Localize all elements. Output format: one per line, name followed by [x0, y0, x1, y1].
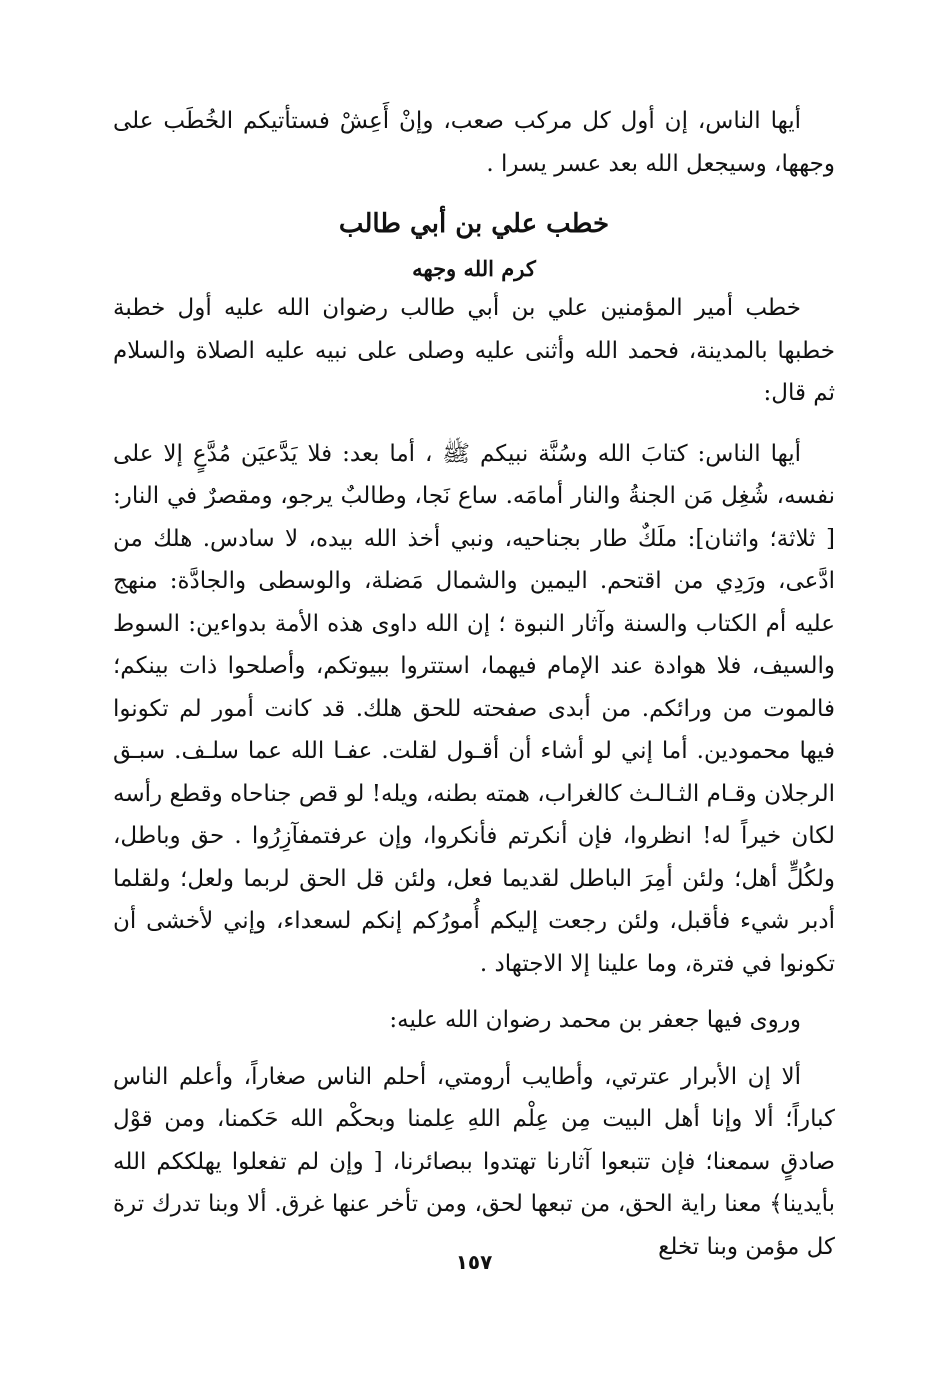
page-number: ١٥٧	[455, 1250, 493, 1274]
intro-paragraph: أيها الناس، إن أول كل مركب صعب، وإنْ أَعِشْ فستأتيكم الخُطَب على وجهها، وسيجعل الله بعد عسر يسرا .	[113, 108, 835, 177]
quote-paragraph: ألا إن الأبرار عترتي، وأطايب أرومتي، أحلم الناس صغاراً، وأعلم الناس كباراً؛ ألا وإنا أهل البيت مِن عِلْم اللهِ عِلمنا وبحكْم الله حَكمنا، ومن قوْل صادقٍ سمعنا؛ فإن تتبعوا آثارنا تهتدوا ببصائرنا، [ وإن لم تفعلوا يهلككم الله بأيدينا﴾ معنا راية الحق، من تبعها لحق، ومن تأخر عنها غرق. ألا وبنا تدرك ترة كل مؤمن وبنا تخلع	[113, 1063, 835, 1260]
description-paragraph: خطب أمير المؤمنين علي بن أبي طالب رضوان الله عليه أول خطبة خطبها بالمدينة، فحمد الله وأثنى عليه وصلى على نبيه عليه الصلاة والسلام ثم قال:	[113, 295, 835, 406]
page-content	[113, 100, 835, 1268]
narration-paragraph: وروى فيها جعفر بن محمد رضوان الله عليه:	[389, 1007, 801, 1033]
section-heading: خطب علي بن أبي طالب	[338, 209, 610, 239]
sermon-paragraph: أيها الناس: كتابَ الله وسُنَّة نبيكم ﷺ ، أما بعد: فلا يَدَّعيَن مُدَّعٍ إلا على نفسه، شُغِل مَن الجنةُ والنار أمامَه. ساع نَجا، وطالبٌ يرجو، ومقصرٌ في النار: [ ثلاثة؛ واثنان]: ملَكٌ طار بجناحيه، ونبي أخذ الله بيده، لا سادس. هلك من ادَّعى، ورَدِي من اقتحم. اليمين والشمال مَضلة، والوسطى والجادَّة: منهج عليه أم الكتاب والسنة وآثار النبوة ؛ إن الله داوى هذه الأمة بدواءين: السوط والسيف، فلا هوادة عند الإمام فيهما، استتروا ببيوتكم، وأصلحوا ذات بينكم؛ فالموت من ورائكم. من أبدى صفحته للحق هلك. قد كانت أمور لم تكونوا فيها محمودين. أما إني لو أشاء أن أقـول لقلت. عفـا الله عما سلـف. سبـق الرجلان وقـام الثـالـث كالغراب، همته بطنه، ويله! لو قص جناحاه وقطع رأسه لكان خيراً له! انظروا، فإن أنكرتم فأنكروا، وإن عرفتمفآزِرُوا . حق وباطل، ولكُلٍّ أهل؛ ولئن أمِرَ الباطل لقديما فعل، ولئن قل الحق لربما ولعل؛ ولقلما أدبر شيء فأقبل، ولئن رجعت إليكم أُمورُكم إنكم لسعداء، وإني لأخشى أن تكونوا في فترة، وما علينا إلا الاجتهاد .	[113, 440, 835, 977]
section-subheading: كرم الله وجهه	[412, 256, 536, 281]
